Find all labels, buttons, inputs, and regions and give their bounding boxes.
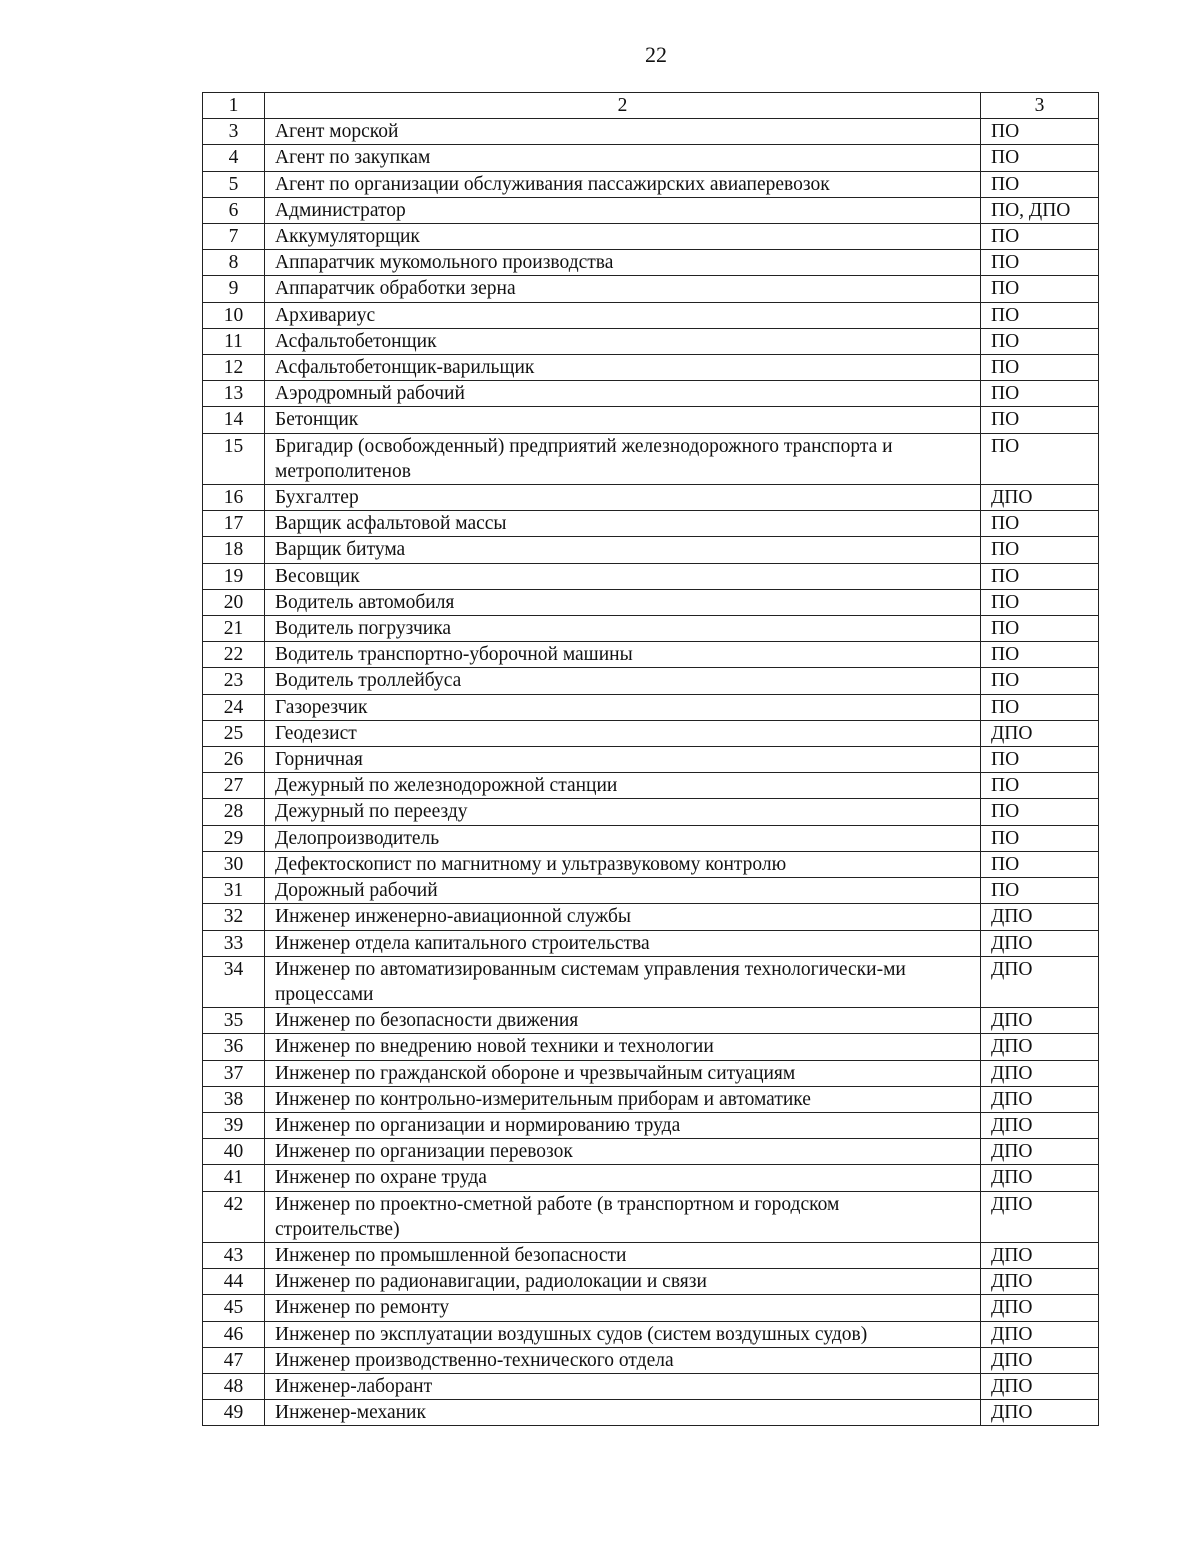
profession-name: Инженер по автоматизированным системам управления технологически-ми процессами xyxy=(265,956,981,1007)
row-number: 22 xyxy=(203,642,265,668)
row-number: 10 xyxy=(203,302,265,328)
education-type: ПО xyxy=(981,302,1099,328)
profession-name: Инженер-механик xyxy=(265,1400,981,1426)
table-row xyxy=(203,250,1099,276)
table-row xyxy=(203,1400,1099,1426)
row-number: 31 xyxy=(203,878,265,904)
education-type: ПО xyxy=(981,694,1099,720)
education-type: ПО xyxy=(981,145,1099,171)
table-row xyxy=(203,485,1099,511)
row-number: 14 xyxy=(203,407,265,433)
education-type: ДПО xyxy=(981,1321,1099,1347)
table-row xyxy=(203,1347,1099,1373)
education-type: ПО xyxy=(981,589,1099,615)
profession-name: Бригадир (освобожденный) предприятий железнодорожного транспорта и метрополитенов xyxy=(265,433,981,484)
table-row xyxy=(203,1112,1099,1138)
row-number: 17 xyxy=(203,511,265,537)
row-number: 3 xyxy=(203,119,265,145)
education-type: ПО xyxy=(981,328,1099,354)
page-number: 22 xyxy=(645,42,667,67)
row-number: 42 xyxy=(203,1191,265,1242)
table-row xyxy=(203,407,1099,433)
profession-name: Дефектоскопист по магнитному и ультразвуковому контролю xyxy=(265,851,981,877)
profession-name: Аппаратчик мукомольного производства xyxy=(265,250,981,276)
row-number: 35 xyxy=(203,1008,265,1034)
profession-name: Дежурный по железнодорожной станции xyxy=(265,773,981,799)
row-number: 32 xyxy=(203,904,265,930)
profession-name: Асфальтобетонщик-варильщик xyxy=(265,355,981,381)
education-type: ДПО xyxy=(981,720,1099,746)
profession-name: Агент по закупкам xyxy=(265,145,981,171)
row-number: 39 xyxy=(203,1112,265,1138)
row-number: 43 xyxy=(203,1242,265,1268)
profession-name: Весовщик xyxy=(265,563,981,589)
table-row xyxy=(203,302,1099,328)
education-type: ДПО xyxy=(981,1191,1099,1242)
table-row xyxy=(203,1086,1099,1112)
table-row xyxy=(203,1060,1099,1086)
row-number: 26 xyxy=(203,747,265,773)
table-row xyxy=(203,930,1099,956)
profession-name: Инженер инженерно-авиационной службы xyxy=(265,904,981,930)
row-number: 30 xyxy=(203,851,265,877)
row-number: 16 xyxy=(203,485,265,511)
education-type: ПО xyxy=(981,224,1099,250)
education-type: ДПО xyxy=(981,1242,1099,1268)
education-type: ДПО xyxy=(981,1373,1099,1399)
row-number: 49 xyxy=(203,1400,265,1426)
table-row xyxy=(203,694,1099,720)
row-number: 36 xyxy=(203,1034,265,1060)
row-number: 20 xyxy=(203,589,265,615)
header-cell-3: 3 xyxy=(981,93,1099,119)
profession-name: Инженер по контрольно-измерительным приборам и автоматике xyxy=(265,1086,981,1112)
profession-name: Агент морской xyxy=(265,119,981,145)
education-type: ПО xyxy=(981,355,1099,381)
education-type: ДПО xyxy=(981,1347,1099,1373)
table-row xyxy=(203,668,1099,694)
row-number: 28 xyxy=(203,799,265,825)
profession-name: Водитель троллейбуса xyxy=(265,668,981,694)
profession-name: Инженер отдела капитального строительства xyxy=(265,930,981,956)
row-number: 11 xyxy=(203,328,265,354)
row-number: 38 xyxy=(203,1086,265,1112)
row-number: 25 xyxy=(203,720,265,746)
profession-name: Асфальтобетонщик xyxy=(265,328,981,354)
profession-name: Дорожный рабочий xyxy=(265,878,981,904)
profession-name: Бухгалтер xyxy=(265,485,981,511)
profession-name: Инженер-лаборант xyxy=(265,1373,981,1399)
profession-name: Горничная xyxy=(265,747,981,773)
table-row xyxy=(203,537,1099,563)
education-type: ДПО xyxy=(981,1139,1099,1165)
profession-name: Инженер по эксплуатации воздушных судов (систем воздушных судов) xyxy=(265,1321,981,1347)
table-row xyxy=(203,1321,1099,1347)
profession-name: Дежурный по переезду xyxy=(265,799,981,825)
education-type: ДПО xyxy=(981,1008,1099,1034)
education-type: ПО xyxy=(981,407,1099,433)
table-row xyxy=(203,145,1099,171)
education-type: ПО, ДПО xyxy=(981,197,1099,223)
table-row xyxy=(203,616,1099,642)
education-type: ДПО xyxy=(981,1400,1099,1426)
table-row xyxy=(203,381,1099,407)
row-number: 48 xyxy=(203,1373,265,1399)
profession-name: Варщик битума xyxy=(265,537,981,563)
row-number: 18 xyxy=(203,537,265,563)
table-row xyxy=(203,642,1099,668)
profession-name: Аккумуляторщик xyxy=(265,224,981,250)
row-number: 4 xyxy=(203,145,265,171)
row-number: 44 xyxy=(203,1269,265,1295)
education-type: ПО xyxy=(981,119,1099,145)
profession-name: Инженер по промышленной безопасности xyxy=(265,1242,981,1268)
table-row xyxy=(203,904,1099,930)
row-number: 19 xyxy=(203,563,265,589)
row-number: 41 xyxy=(203,1165,265,1191)
profession-name: Инженер по внедрению новой техники и технологии xyxy=(265,1034,981,1060)
row-number: 8 xyxy=(203,250,265,276)
row-number: 24 xyxy=(203,694,265,720)
education-type: ПО xyxy=(981,250,1099,276)
table-row xyxy=(203,773,1099,799)
education-type: ПО xyxy=(981,825,1099,851)
row-number: 40 xyxy=(203,1139,265,1165)
table-row xyxy=(203,851,1099,877)
row-number: 21 xyxy=(203,616,265,642)
profession-name: Агент по организации обслуживания пассажирских авиаперевозок xyxy=(265,171,981,197)
profession-name: Аэродромный рабочий xyxy=(265,381,981,407)
row-number: 47 xyxy=(203,1347,265,1373)
profession-name: Водитель транспортно-уборочной машины xyxy=(265,642,981,668)
profession-name: Инженер по радионавигации, радиолокации и связи xyxy=(265,1269,981,1295)
education-type: ПО xyxy=(981,537,1099,563)
education-type: ДПО xyxy=(981,1112,1099,1138)
education-type: ДПО xyxy=(981,485,1099,511)
table-row xyxy=(203,1373,1099,1399)
table-row xyxy=(203,276,1099,302)
education-type: ПО xyxy=(981,668,1099,694)
table-row xyxy=(203,1034,1099,1060)
profession-name: Инженер производственно-технического отдела xyxy=(265,1347,981,1373)
profession-name: Геодезист xyxy=(265,720,981,746)
row-number: 27 xyxy=(203,773,265,799)
profession-name: Варщик асфальтовой массы xyxy=(265,511,981,537)
education-type: ПО xyxy=(981,642,1099,668)
education-type: ДПО xyxy=(981,956,1099,1007)
profession-name: Инженер по гражданской обороне и чрезвычайным ситуациям xyxy=(265,1060,981,1086)
table-row xyxy=(203,1242,1099,1268)
education-type: ПО xyxy=(981,563,1099,589)
row-number: 33 xyxy=(203,930,265,956)
row-number: 13 xyxy=(203,381,265,407)
table-row xyxy=(203,720,1099,746)
table-row xyxy=(203,1165,1099,1191)
header-cell-1: 1 xyxy=(203,93,265,119)
table-row xyxy=(203,1139,1099,1165)
table-row xyxy=(203,799,1099,825)
table-row xyxy=(203,328,1099,354)
education-type: ДПО xyxy=(981,1165,1099,1191)
profession-name: Делопроизводитель xyxy=(265,825,981,851)
education-type: ДПО xyxy=(981,904,1099,930)
profession-name: Газорезчик xyxy=(265,694,981,720)
table-row xyxy=(203,747,1099,773)
profession-name: Инженер по безопасности движения xyxy=(265,1008,981,1034)
profession-name: Архивариус xyxy=(265,302,981,328)
table-row xyxy=(203,1008,1099,1034)
profession-name: Инженер по проектно-сметной работе (в транспортном и городском строительстве) xyxy=(265,1191,981,1242)
row-number: 34 xyxy=(203,956,265,1007)
profession-name: Бетонщик xyxy=(265,407,981,433)
row-number: 6 xyxy=(203,197,265,223)
row-number: 29 xyxy=(203,825,265,851)
table-row xyxy=(203,956,1099,1007)
row-number: 37 xyxy=(203,1060,265,1086)
table-row xyxy=(203,511,1099,537)
table-row xyxy=(203,433,1099,484)
profession-name: Инженер по организации перевозок xyxy=(265,1139,981,1165)
table-header-row xyxy=(203,93,1099,119)
header-cell-2: 2 xyxy=(265,93,981,119)
profession-name: Администратор xyxy=(265,197,981,223)
table-row xyxy=(203,589,1099,615)
education-type: ПО xyxy=(981,276,1099,302)
education-type: ДПО xyxy=(981,1086,1099,1112)
table-row xyxy=(203,171,1099,197)
education-type: ПО xyxy=(981,433,1099,484)
education-type: ДПО xyxy=(981,1034,1099,1060)
table-row xyxy=(203,1269,1099,1295)
education-type: ПО xyxy=(981,747,1099,773)
table-row xyxy=(203,119,1099,145)
education-type: ПО xyxy=(981,616,1099,642)
row-number: 12 xyxy=(203,355,265,381)
table-row xyxy=(203,878,1099,904)
education-type: ПО xyxy=(981,511,1099,537)
table-row xyxy=(203,224,1099,250)
table-row xyxy=(203,1295,1099,1321)
row-number: 23 xyxy=(203,668,265,694)
table-row xyxy=(203,1191,1099,1242)
profession-name: Инженер по ремонту xyxy=(265,1295,981,1321)
profession-name: Инженер по организации и нормированию труда xyxy=(265,1112,981,1138)
table-row xyxy=(203,563,1099,589)
row-number: 7 xyxy=(203,224,265,250)
education-type: ПО xyxy=(981,851,1099,877)
row-number: 15 xyxy=(203,433,265,484)
row-number: 5 xyxy=(203,171,265,197)
education-type: ПО xyxy=(981,381,1099,407)
row-number: 9 xyxy=(203,276,265,302)
education-type: ДПО xyxy=(981,1269,1099,1295)
row-number: 46 xyxy=(203,1321,265,1347)
education-type: ПО xyxy=(981,773,1099,799)
profession-name: Водитель погрузчика xyxy=(265,616,981,642)
education-type: ПО xyxy=(981,799,1099,825)
education-type: ДПО xyxy=(981,1060,1099,1086)
education-type: ПО xyxy=(981,878,1099,904)
education-type: ДПО xyxy=(981,1295,1099,1321)
professions-table xyxy=(202,92,1099,1426)
profession-name: Водитель автомобиля xyxy=(265,589,981,615)
row-number: 45 xyxy=(203,1295,265,1321)
table-row xyxy=(203,197,1099,223)
table-row xyxy=(203,825,1099,851)
profession-name: Аппаратчик обработки зерна xyxy=(265,276,981,302)
education-type: ПО xyxy=(981,171,1099,197)
education-type: ДПО xyxy=(981,930,1099,956)
table-row xyxy=(203,355,1099,381)
profession-name: Инженер по охране труда xyxy=(265,1165,981,1191)
